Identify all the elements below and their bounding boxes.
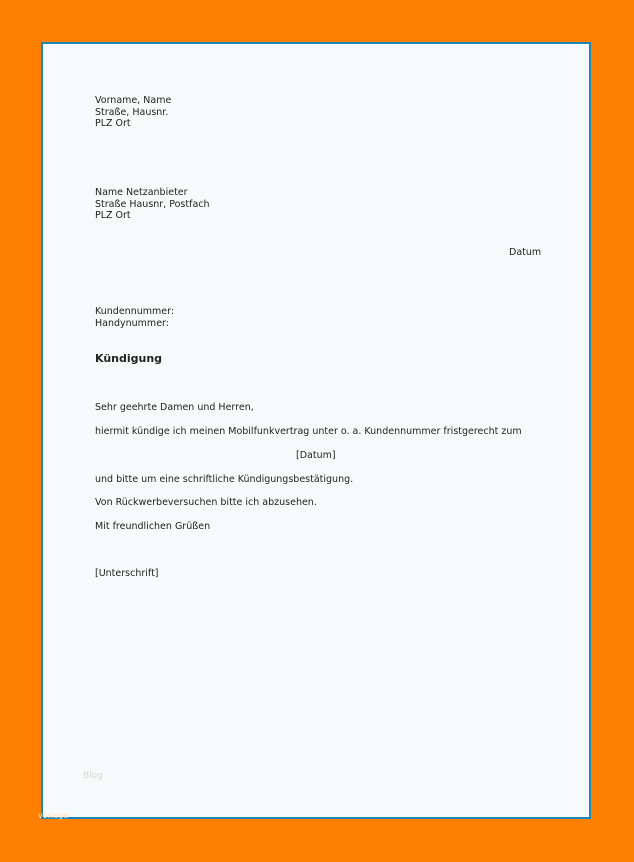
phone-number-label: Handynummer: (95, 317, 169, 329)
subject-heading: Kündigung (95, 352, 163, 365)
recipient-address (95, 187, 210, 222)
sender-name: Vorname, Name (95, 95, 172, 106)
recipient-street: Straße Hausnr, Postfach (95, 198, 210, 210)
closing: Mit freundlichen Grüßen (95, 521, 211, 532)
sender-city: PLZ Ort (95, 118, 131, 129)
recipient-name: Name Netzanbieter (95, 187, 188, 198)
letter-page (41, 42, 591, 819)
recipient-city: PLZ Ort (95, 210, 131, 221)
body-line-1: hiermit kündige ich meinen Mobilfunkvertrag unter o. a. Kundennummer fristgerecht zum (95, 426, 522, 437)
reference-numbers (95, 306, 174, 329)
body-date-placeholder: [Datum] (296, 450, 336, 461)
watermark-outer: vorlage (38, 811, 69, 820)
date-label: Datum (509, 247, 542, 258)
customer-number-label: Kundennummer: (95, 306, 175, 317)
watermark-inner: Blog (83, 771, 103, 781)
sender-street: Straße, Hausnr. (95, 106, 169, 118)
sender-address (95, 95, 171, 130)
salutation: Sehr geehrte Damen und Herren, (95, 402, 254, 413)
body-line-2: und bitte um eine schriftliche Kündigungsbestätigung. (95, 474, 354, 485)
body-line-3: Von Rückwerbeversuchen bitte ich abzusehen. (95, 497, 317, 508)
signature-placeholder: [Unterschrift] (95, 568, 159, 579)
